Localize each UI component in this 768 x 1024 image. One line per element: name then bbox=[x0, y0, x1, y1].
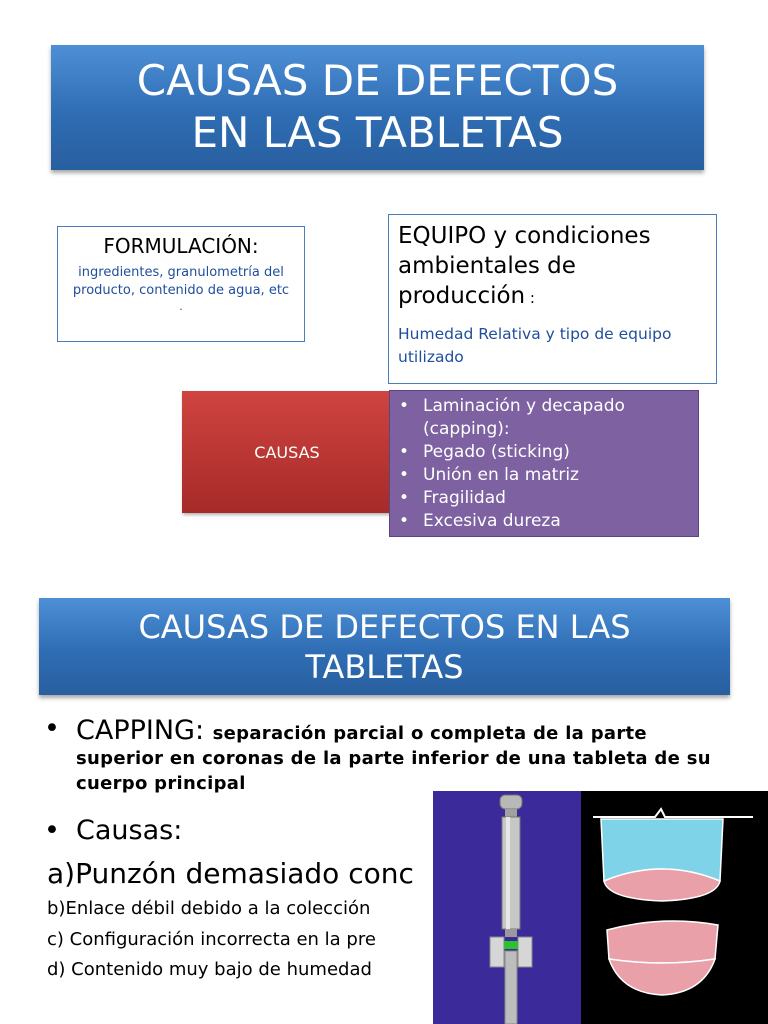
bullet-mark: • bbox=[44, 713, 60, 744]
list-item: • Fragilidad bbox=[396, 487, 692, 510]
bullet-mark: • bbox=[44, 815, 60, 846]
tablet-in-die bbox=[504, 941, 518, 949]
slide1-title-line2: EN LAS TABLETAS bbox=[191, 108, 564, 157]
equipo-heading bbox=[398, 221, 707, 313]
formulacion-dot: . bbox=[179, 300, 183, 313]
capping-term: CAPPING: bbox=[76, 715, 213, 746]
causas-box bbox=[182, 391, 392, 513]
cause-item-c: c) Configuración incorrecta en la pre bbox=[47, 929, 376, 950]
list-item: • Unión en la matriz bbox=[396, 464, 692, 487]
formulacion-box bbox=[57, 226, 305, 342]
slide2-title-banner bbox=[39, 598, 730, 695]
list-item: • Laminación y decapado (capping): bbox=[396, 395, 692, 441]
equipo-box bbox=[388, 214, 717, 384]
capping-illustration bbox=[433, 791, 768, 1024]
causas-label: CAUSAS bbox=[254, 442, 320, 462]
formulacion-heading: FORMULACIÓN: bbox=[103, 234, 259, 258]
causas-heading: Causas: bbox=[76, 815, 183, 846]
slide2-title-line2: TABLETAS bbox=[305, 648, 464, 686]
capping-bullet bbox=[44, 715, 734, 796]
causas-list bbox=[396, 395, 692, 533]
equipo-text: Humedad Relativa y tipo de equipo utilizado bbox=[398, 325, 672, 366]
slide1-title-line1: CAUSAS DE DEFECTOS bbox=[136, 56, 619, 105]
causas-list-box bbox=[389, 390, 699, 537]
equipo-heading-text: EQUIPO y condiciones ambientales de producción bbox=[398, 223, 651, 309]
formulacion-text: ingredientes, granulometría del producto, contenido de agua, etc bbox=[72, 265, 290, 298]
cause-item-d: d) Contenido muy bajo de humedad bbox=[47, 959, 372, 980]
list-item: • Excesiva dureza bbox=[396, 510, 692, 533]
equipo-colon: : bbox=[525, 289, 535, 307]
cause-item-a: a)Punzón demasiado conc bbox=[47, 857, 414, 890]
cause-item-b: b)Enlace débil debido a la colección bbox=[47, 898, 371, 919]
capping-definition: separación parcial o completa de la parte superior en coronas de la parte inferior de una tableta de su cuerpo principal bbox=[76, 723, 711, 794]
list-item: • Pegado (sticking) bbox=[396, 441, 692, 464]
slide2-title-line1: CAUSAS DE DEFECTOS EN LAS bbox=[138, 608, 631, 646]
slide1-title-banner bbox=[51, 45, 704, 170]
